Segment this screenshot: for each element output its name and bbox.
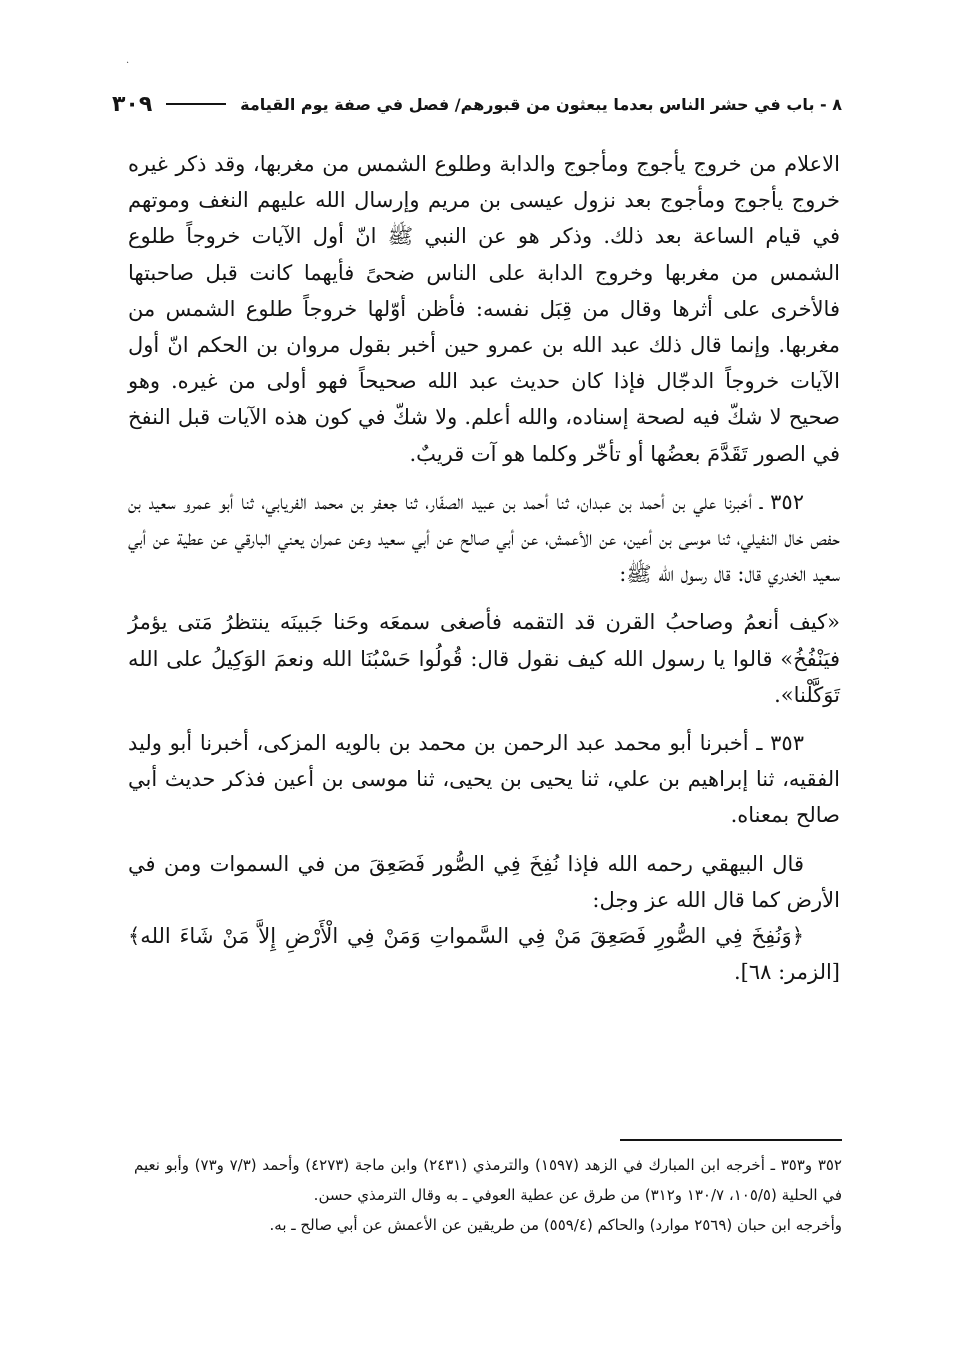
quran-verse: ﴿وَنُفِخَ فِي الصُّورِ فَصَعِقَ مَنْ فِي السَّمواتِ وَمَنْ فِي الْأَرْضِ إِلاَّ مَنْ شَاءَ الله﴾ [الزمر: ٦٨]. [128,924,840,985]
footnote-takhrij: ٣٥٢ و٣٥٣ ـ أخرجه ابن المبارك في الزهد (١٥٩٧) والترمذي (٢٤٣١) وابن ماجة (٤٢٧٣) وأحمد (٧/٣ و٧٣) وأبو نعيم في الحلية (١٠٥/٥، ١٣٠/٧ و٣١٢) من طرق عن عطية العوفي ـ به وقال الترمذي حسن. [134,1156,842,1204]
running-header [112,86,842,122]
main-text [128,146,840,990]
header-title: ٨ - باب في حشر الناس بعدما يبعثون من قبورهم/ فصل في صفة يوم القيامة [240,94,842,114]
footnote-additional: وأخرجه ابن حبان (٢٥٦٩ موارد) والحاكم (٥٥٩/٤) من طريقين عن الأعمش عن أبي صالح ـ به. [269,1216,842,1234]
paragraph-intro: الاعلام من خروج يأجوج ومأجوج والدابة وطلوع الشمس من مغربها، وقد ذكر غيره خروج يأجوج ومأجوج بعد نزول عيسى بن مريم وإرسال الله عليهم النغف وموتهم في قيام الساعة بعد ذلك. وذكر هو عن النبي ﷺ انّ أول الآيات خروجاً طلوع الشمس من مغربها وخروج الدابة على الناس ضحىً فأيهما كانت قبل صاحبتها فالأخرى على أثرها وقال من قِبَل نفسه: فأظن أوّلها خروجاً طلوع الشمس من مغربها. وإنما قال ذلك عبد الله بن عمرو حين أخبر بقول مروان بن الحكم انّ أول الآيات خروجاً الدجّال فإذا كان حديث عبد الله صحيحاً فهو أولى من غيره. وهو صحيح لا شكّ فيه لصحة إسناده، والله أعلم. ولا شكّ في كون هذه الآيات قبل النفخ في الصور تَقَدَّمَ بعضُها أو تأخّر وكلما هو آت قريبٌ. [128,152,840,466]
footnote-separator [620,1139,842,1141]
hadith-352: ٣٥٢ ـ أخبرنا علي بن أحمد بن عبدان، ثنا أحمد بن عبيد الصفّار، ثنا جعفر بن محمد الفريابي، ثنا أبو عمرو سعيد بن حفص خال النفيلي، ثنا موسى بن أعين، عن الأعمش، عن أبي صالح عن أبي سعيد وعن عمران يعني البارقي عن عطية عن أبي سعيد الخدري قال: قال رسول الله ﷺ: [128,489,840,587]
page-number: ٣٠٩ [112,91,153,117]
bayhaqi-comment: قال البيهقي رحمه الله فإذا نُفِخَ فِي الصُّور فَصَعِقَ من في السموات ومن في الأرض كما قال الله عز وجل: [128,851,840,912]
ink-speck: · [126,58,130,69]
hadith-353: ٣٥٣ ـ أخبرنا أبو محمد عبد الرحمن بن محمد بن بالويه المزكى، أخبرنا أبو وليد الفقيه، ثنا إبراهيم بن علي، ثنا يحيى بن يحيى، ثنا موسى بن أعين فذكر حديث أبي صالح بمعناه. [128,731,840,828]
header-rule [166,103,226,105]
footnotes [134,1150,842,1240]
hadith-quote: «كيف أنعمُ وصاحبُ القرن قد التقمه فأصغى سمعَه وحَنا جَبينَه ينتظرُ مَتى يؤمرُ فيَنْفُخُ» قالوا يا رسول الله كيف نقول قال: قُولُوا حَسْبُنَا الله ونعمَ الوَكِيلُ على الله تَوَكَّلْنا». [128,610,840,707]
